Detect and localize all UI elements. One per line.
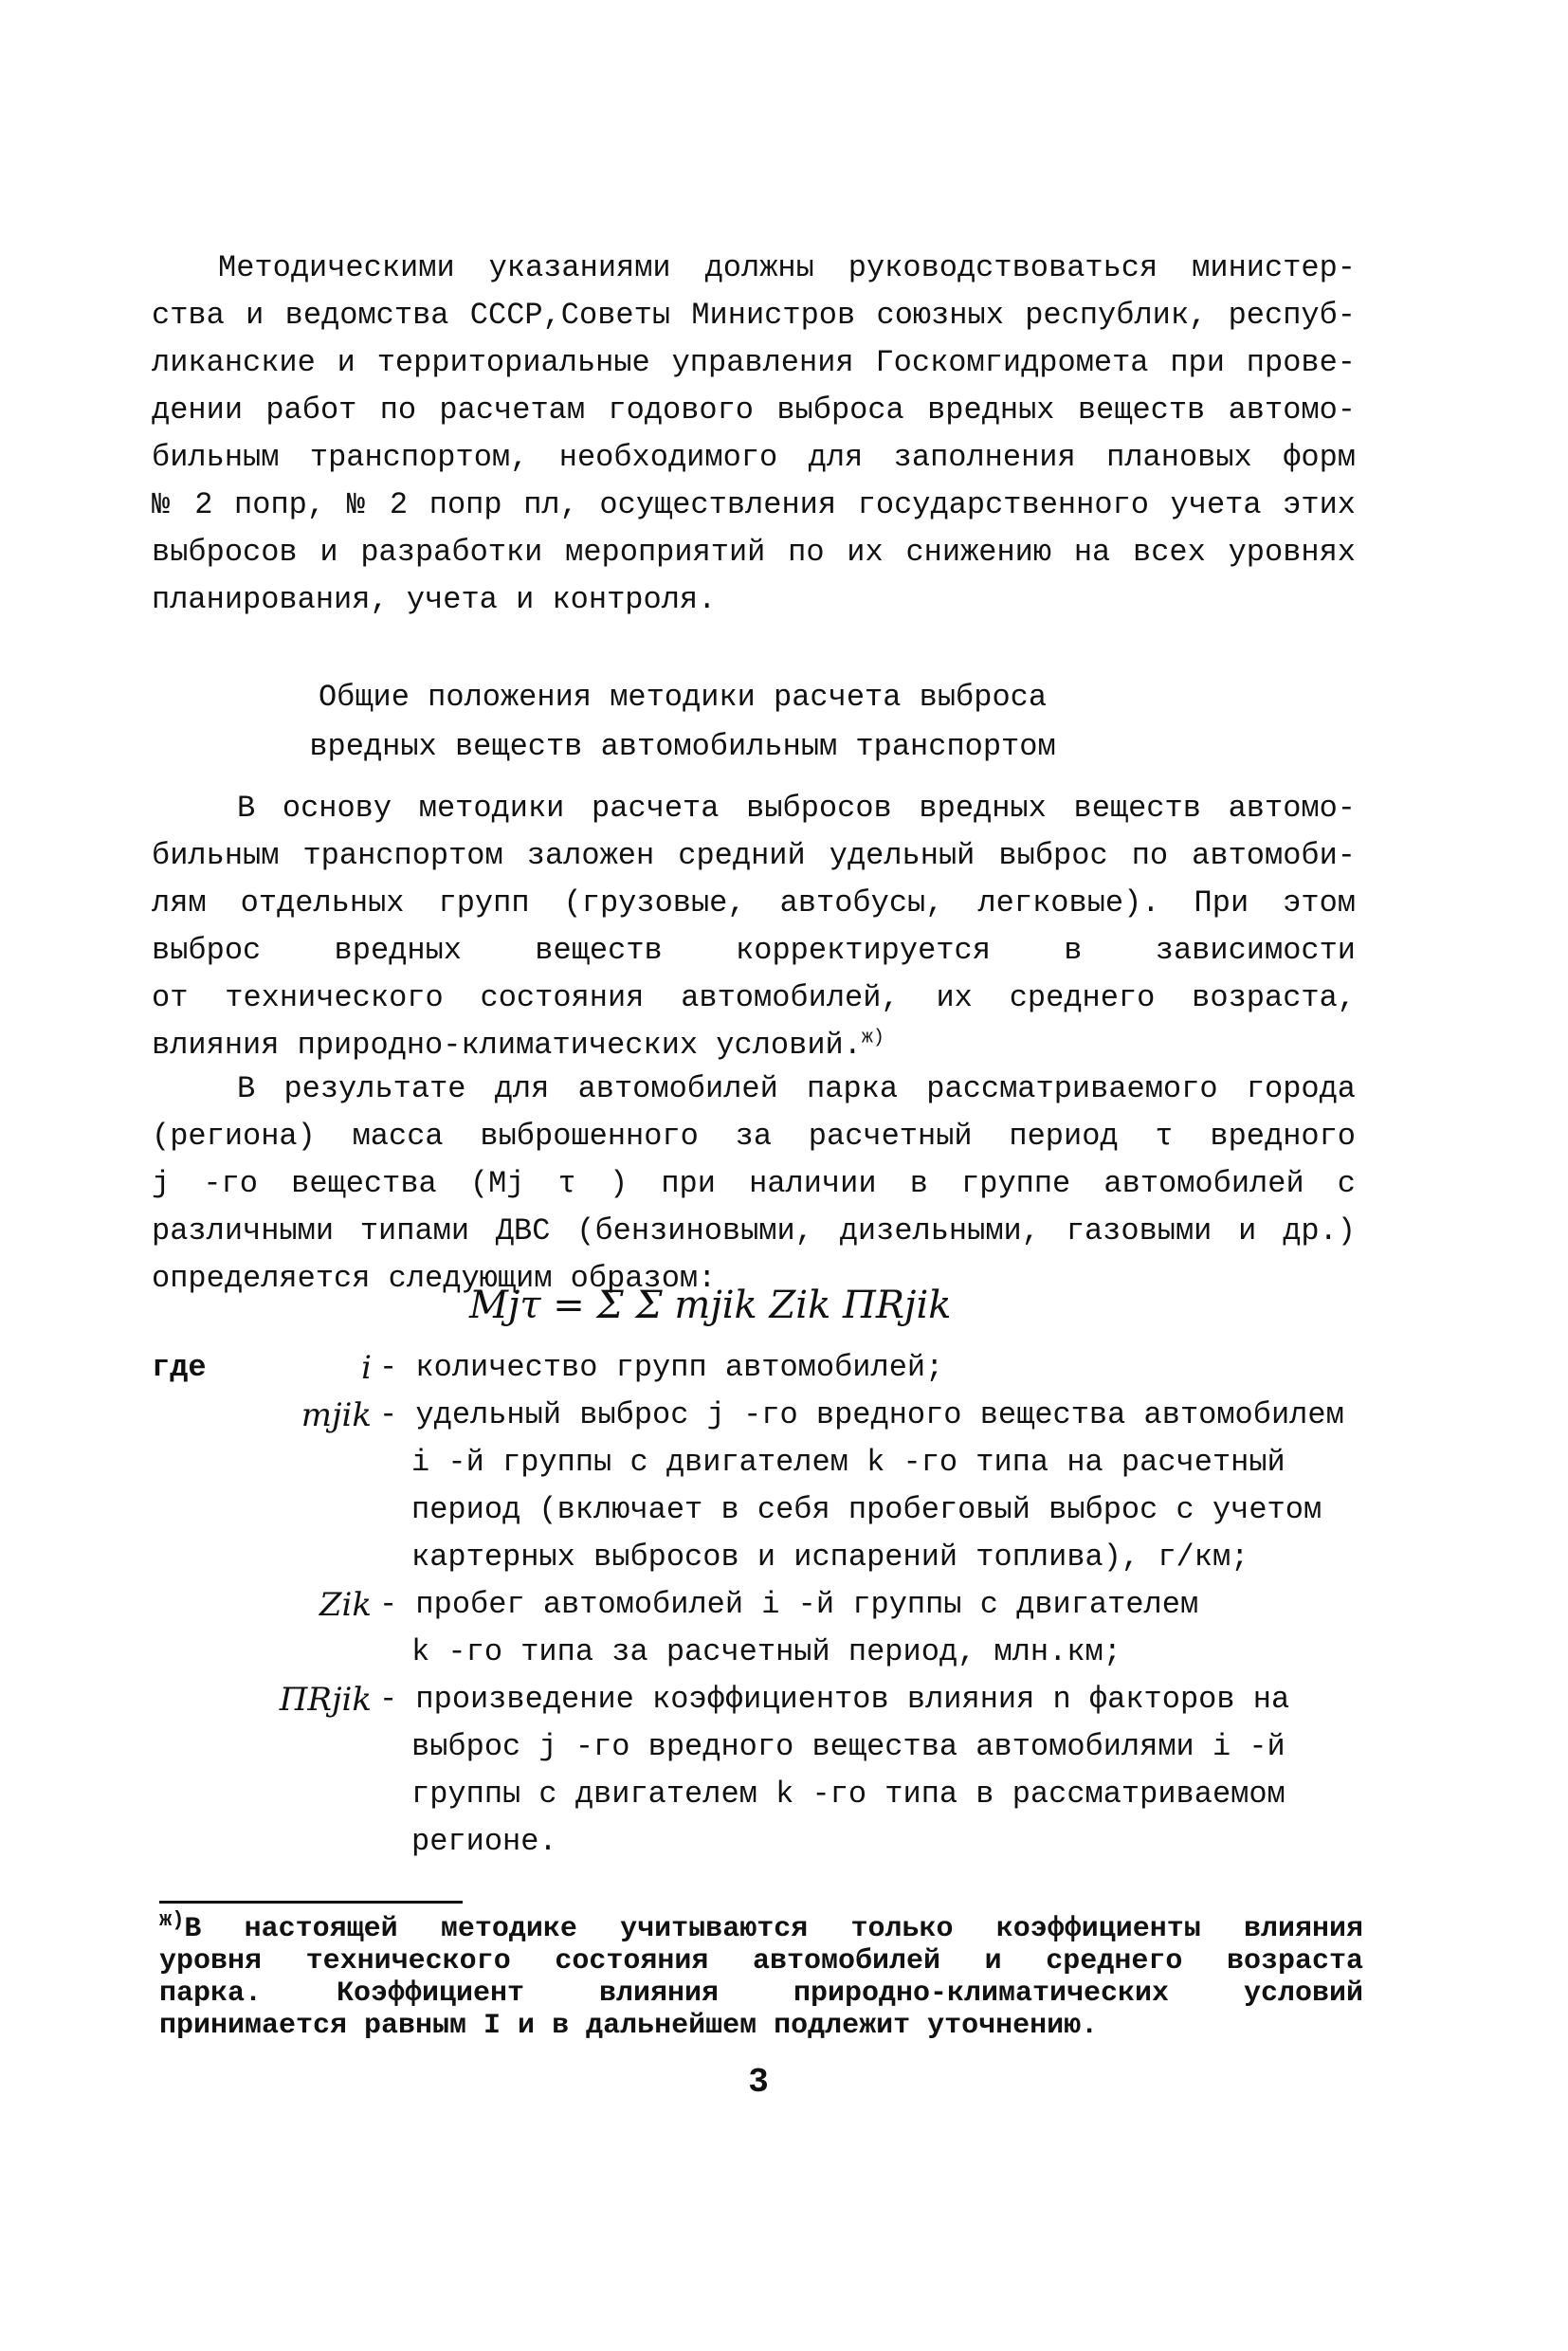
definition-symbol: Zik [319, 1586, 372, 1624]
basis-paragraph [152, 785, 1356, 1069]
definition-symbol: i [361, 1349, 372, 1387]
text-line: бильным транспортом, необходимого для заполнения плановых форм [152, 440, 1356, 475]
definition-line: i -й группы с двигателем k -го типа на расчетный [411, 1445, 1285, 1480]
result-paragraph [152, 1066, 1356, 1303]
text-line: лям отдельных групп (грузовые, автобусы, легковые). При этом [152, 885, 1356, 920]
text-line: В результате для автомобилей парка рассматриваемого города [237, 1071, 1356, 1106]
definition-symbol: mjik [301, 1396, 372, 1434]
text-line: Методическими указаниями должны руководствоваться министер- [218, 250, 1356, 285]
footnote-divider [159, 1901, 463, 1904]
text-line: определяется следующим образом: [152, 1261, 717, 1296]
text-line: В основу методики расчета выбросов вредных веществ автомо- [237, 791, 1356, 826]
definition-line: группы с двигателем k -го типа в рассматриваемом [411, 1777, 1285, 1812]
footnote-line: парка. Коэффициент влияния природно-климатических условий [159, 1977, 1363, 2010]
text-line: ства и ведомства СССР,Советы Министров союзных республик, респуб- [152, 298, 1356, 333]
heading-line: вредных веществ автомобильным транспортом [309, 729, 1056, 764]
text-line: выброс вредных веществ корректируется в зависимости [152, 933, 1356, 968]
text-line: различными типами ДВС (бензиновыми, дизельными, газовыми и др.) [152, 1213, 1356, 1248]
text-line: дении работ по расчетам годового выброса вредных веществ автомо- [152, 392, 1356, 428]
definition-line: регионе. [411, 1824, 557, 1859]
text-line: выбросов и разработки мероприятий по их снижению на всех уровнях [152, 535, 1356, 570]
definition-line: - пробег автомобилей i -й группы с двигателем [379, 1581, 1375, 1629]
footnote-mark: ж) [159, 1908, 185, 1932]
definition-item [152, 1581, 1375, 1676]
footnote-line: принимается равным I и в дальнейшем подлежит уточнению. [159, 2010, 1099, 2042]
footnote-reference: ж) [861, 1027, 884, 1049]
text-line: влияния природно-климатических условий. [152, 1028, 862, 1063]
text-line: от технического состояния автомобилей, их среднего возраста, [152, 980, 1356, 1015]
definition-line: k -го типа за расчетный период, млн.км; [411, 1634, 1121, 1669]
formula: Mjτ = Σ Σ mjik Zik ΠRjik [469, 1284, 952, 1327]
text-line: бильным транспортом заложен средний удельный выброс по автомоби- [152, 838, 1356, 873]
definition-text [379, 1344, 1375, 1392]
text-line-with-footnote [152, 1022, 1356, 1069]
text-line: j -го вещества (Mj τ ) при наличии в группе автомобилей с [152, 1166, 1356, 1201]
text-line: ликанские и территориальные управления Госкомгидромета при прове- [152, 345, 1356, 380]
section-heading [171, 673, 1194, 772]
heading-line: Общие положения методики расчета выброса [318, 680, 1048, 715]
definition-item [152, 1392, 1375, 1581]
definitions-list [152, 1344, 1375, 1866]
definition-line: - количество групп автомобилей; [379, 1344, 1375, 1392]
definition-symbol: ΠRjik [279, 1681, 372, 1719]
text-line: № 2 попр, № 2 попр пл, осуществления государственного учета этих [152, 487, 1356, 522]
text-line: планирования, учета и контроля. [152, 582, 717, 617]
definition-text [379, 1392, 1375, 1581]
definition-line: выброс j -го вредного вещества автомобилями i -й [411, 1729, 1285, 1764]
definition-line: - удельный выброс j -го вредного вещества автомобилем [379, 1392, 1375, 1439]
definition-line: картерных выбросов и испарений топлива), г/км; [411, 1540, 1249, 1575]
footnote-line: уровня технического состояния автомобилей и среднего возраста [159, 1945, 1363, 1977]
page-number: 3 [748, 2063, 769, 2102]
definition-item [152, 1344, 1375, 1392]
definition-text [379, 1581, 1375, 1676]
intro-paragraph [152, 245, 1356, 624]
text-line: (региона) масса выброшенного за расчетный период τ вредного [152, 1119, 1356, 1154]
definition-item [152, 1676, 1375, 1866]
footnote [159, 1908, 1363, 2042]
definition-text [379, 1676, 1375, 1866]
definition-line: период (включает в себя пробеговый выброс с учетом [411, 1492, 1322, 1527]
where-label: где [152, 1350, 207, 1385]
footnote-line: $^{ж)}$В настоящей методике учитываются только коэффициенты влияния [159, 1908, 1363, 1945]
definition-line: - произведение коэффициентов влияния n факторов на [379, 1676, 1375, 1723]
